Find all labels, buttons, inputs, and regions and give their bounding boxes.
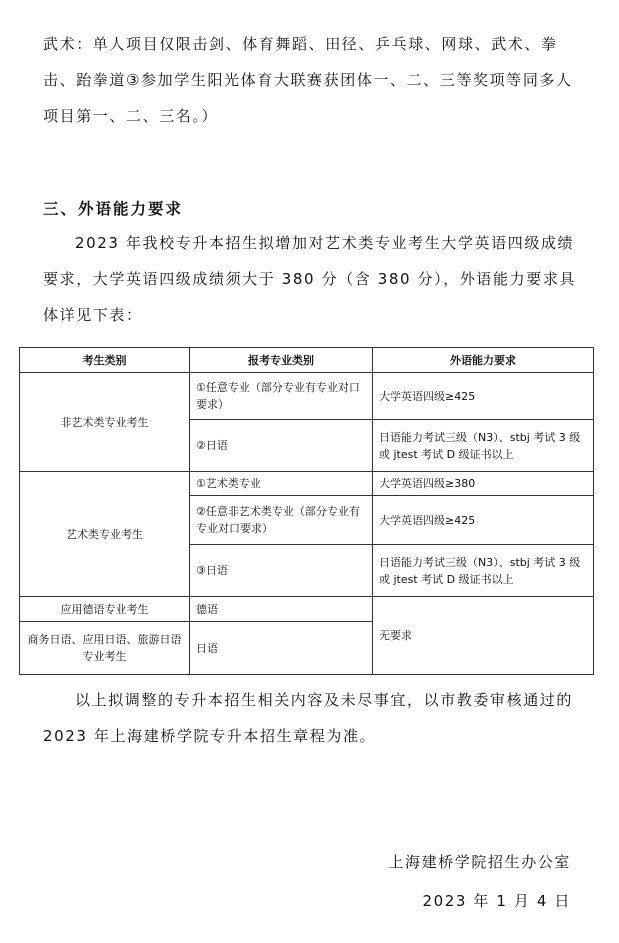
major-cell: 德语 <box>190 597 373 622</box>
category-cell: 艺术类专业考生 <box>20 472 190 597</box>
major-cell: ①任意专业（部分专业有专业对口要求） <box>190 373 373 420</box>
requirement-cell: 日语能力考试三级（N3）、stbj 考试 3 级或 jtest 考试 D 级证书以上 <box>373 545 594 597</box>
table-header-row <box>20 348 594 373</box>
table-row <box>20 373 594 420</box>
header-candidate-category: 考生类别 <box>20 348 190 373</box>
table-row <box>20 472 594 496</box>
merged-requirement-cell: 无要求 <box>373 597 594 675</box>
section-paragraph: 2023 年我校专升本招生拟增加对艺术类专业考生大学英语四级成绩要求，大学英语四级成绩须大于 380 分（含 380 分），外语能力要求具体详见下表： <box>43 234 577 324</box>
major-cell: ③日语 <box>190 545 373 597</box>
signature-organization: 上海建桥学院招生办公室 <box>388 853 571 871</box>
closing-paragraph: 以上拟调整的专升本招生相关内容及未尽事宜，以市教委审核通过的 2023 年上海建桥学院专升本招生章程为准。 <box>43 691 574 745</box>
category-cell: 非艺术类专业考生 <box>20 373 190 472</box>
requirement-cell: 大学英语四级≥425 <box>373 373 594 420</box>
category-cell: 应用德语专业考生 <box>20 597 190 622</box>
requirements-table <box>19 347 594 675</box>
major-cell: 日语 <box>190 622 373 675</box>
requirement-cell: 大学英语四级≥425 <box>373 496 594 545</box>
category-cell: 商务日语、应用日语、旅游日语专业考生 <box>20 622 190 675</box>
intro-continuation: 武术：单人项目仅限击剑、体育舞蹈、田径、乒乓球、网球、武术、拳击、跆拳道③参加学生阳光体育大联赛获团体一、二、三等奖项等同多人项目第一、二、三名。） <box>43 35 573 125</box>
major-cell: ②任意非艺术类专业（部分专业有专业对口要求） <box>190 496 373 545</box>
major-cell: ①艺术类专业 <box>190 472 373 496</box>
section-title: 三、外语能力要求 <box>43 200 184 218</box>
signature-date: 2023 年 1 月 4 日 <box>422 892 571 910</box>
major-cell: ②日语 <box>190 420 373 472</box>
requirement-cell: 大学英语四级≥380 <box>373 472 594 496</box>
requirement-cell: 日语能力考试三级（N3）、stbj 考试 3 级或 jtest 考试 D 级证书以上 <box>373 420 594 472</box>
table-row <box>20 597 594 622</box>
header-major-category: 报考专业类别 <box>190 348 373 373</box>
header-language-requirement: 外语能力要求 <box>373 348 594 373</box>
